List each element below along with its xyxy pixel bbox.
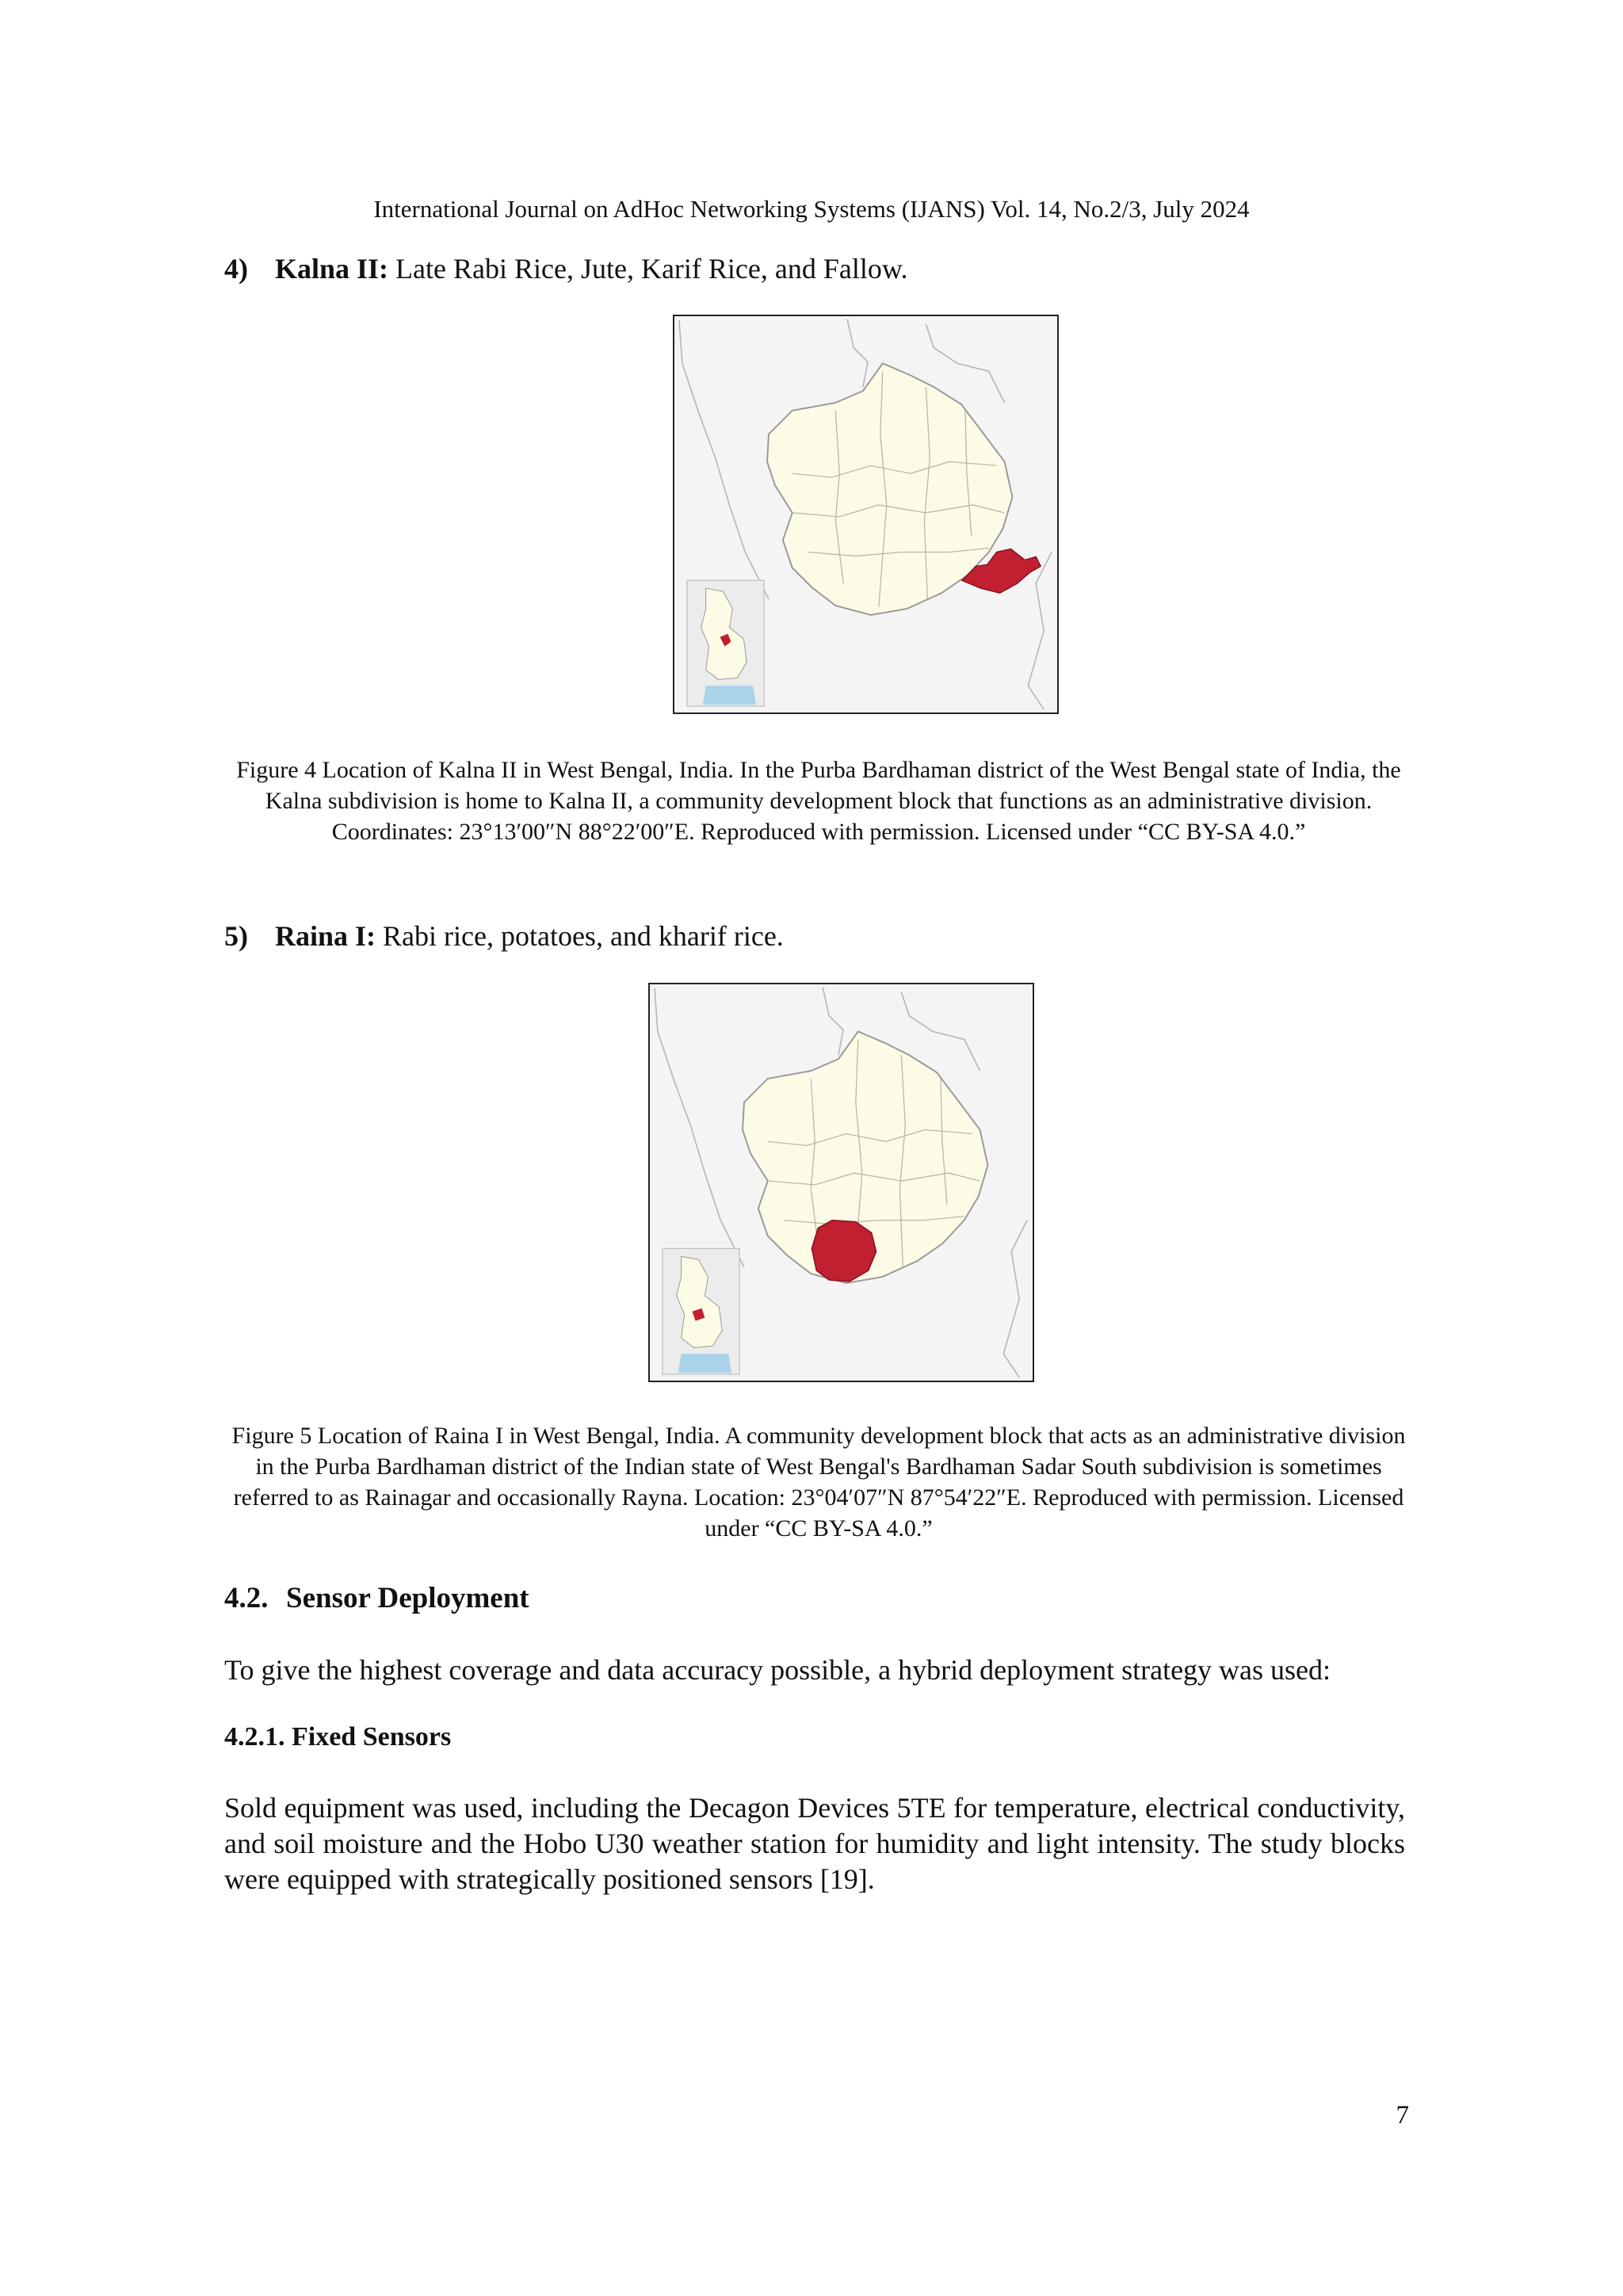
section-heading — [224, 1580, 529, 1617]
figure-5-caption: Figure 5 Location of Raina I in West Bengal, India. A community development block that acts as an administrative division in the Purba Bardhaman district of the Indian state of West Bengal's Bardhaman Sadar South subdivision is sometimes referred to as Rainagar and occasionally Rayna. Location: 23°04′07″N 87°54′22″E. Reproduced with permission. Licensed under “CC BY-SA 4.0.” — [231, 1423, 1406, 1541]
running-header: International Journal on AdHoc Networking Systems (IJANS) Vol. 14, No.2/3, July 2024 — [373, 195, 1250, 223]
section-title: Sensor Deployment — [286, 1582, 529, 1614]
figure-4-map — [673, 315, 1059, 714]
page-number: 7 — [1396, 2101, 1409, 2130]
list-item-kalna-ii — [224, 250, 908, 287]
item-text: Late Rabi Rice, Jute, Karif Rice, and Fallow. — [388, 253, 908, 285]
item-text: Rabi rice, potatoes, and kharif rice. — [376, 920, 784, 952]
list-item-raina-i — [224, 918, 784, 954]
section-intro: To give the highest coverage and data accuracy possible, a hybrid deployment strategy was used: — [224, 1654, 1331, 1686]
raina-i-location-map — [650, 984, 1033, 1381]
section-number: 4.2. — [224, 1582, 269, 1614]
item-number: 5) — [224, 920, 248, 952]
subsection-heading: 4.2.1. Fixed Sensors — [224, 1722, 452, 1752]
figure-5-map — [648, 983, 1034, 1382]
item-number: 4) — [224, 253, 248, 285]
subsection-body: Sold equipment was used, including the Decagon Devices 5TE for temperature, electrical conductivity, and soil moisture and the Hobo U30 weather station for humidity and light intensity. The study blocks were equipped with strategically positioned sensors [19]. — [224, 1792, 1405, 1895]
item-term: Kalna II: — [275, 253, 389, 285]
kalna-ii-location-map — [674, 316, 1057, 712]
figure-4-caption: Figure 4 Location of Kalna II in West Bengal, India. In the Purba Bardhaman district of the West Bengal state of India, the Kalna subdivision is home to Kalna II, a community development block that functions as an administrative division. Coordinates: 23°13′00″N 88°22′00″E. Reproduced with permission. Licensed under “CC BY-SA 4.0.” — [236, 757, 1401, 845]
item-term: Raina I: — [275, 920, 376, 952]
